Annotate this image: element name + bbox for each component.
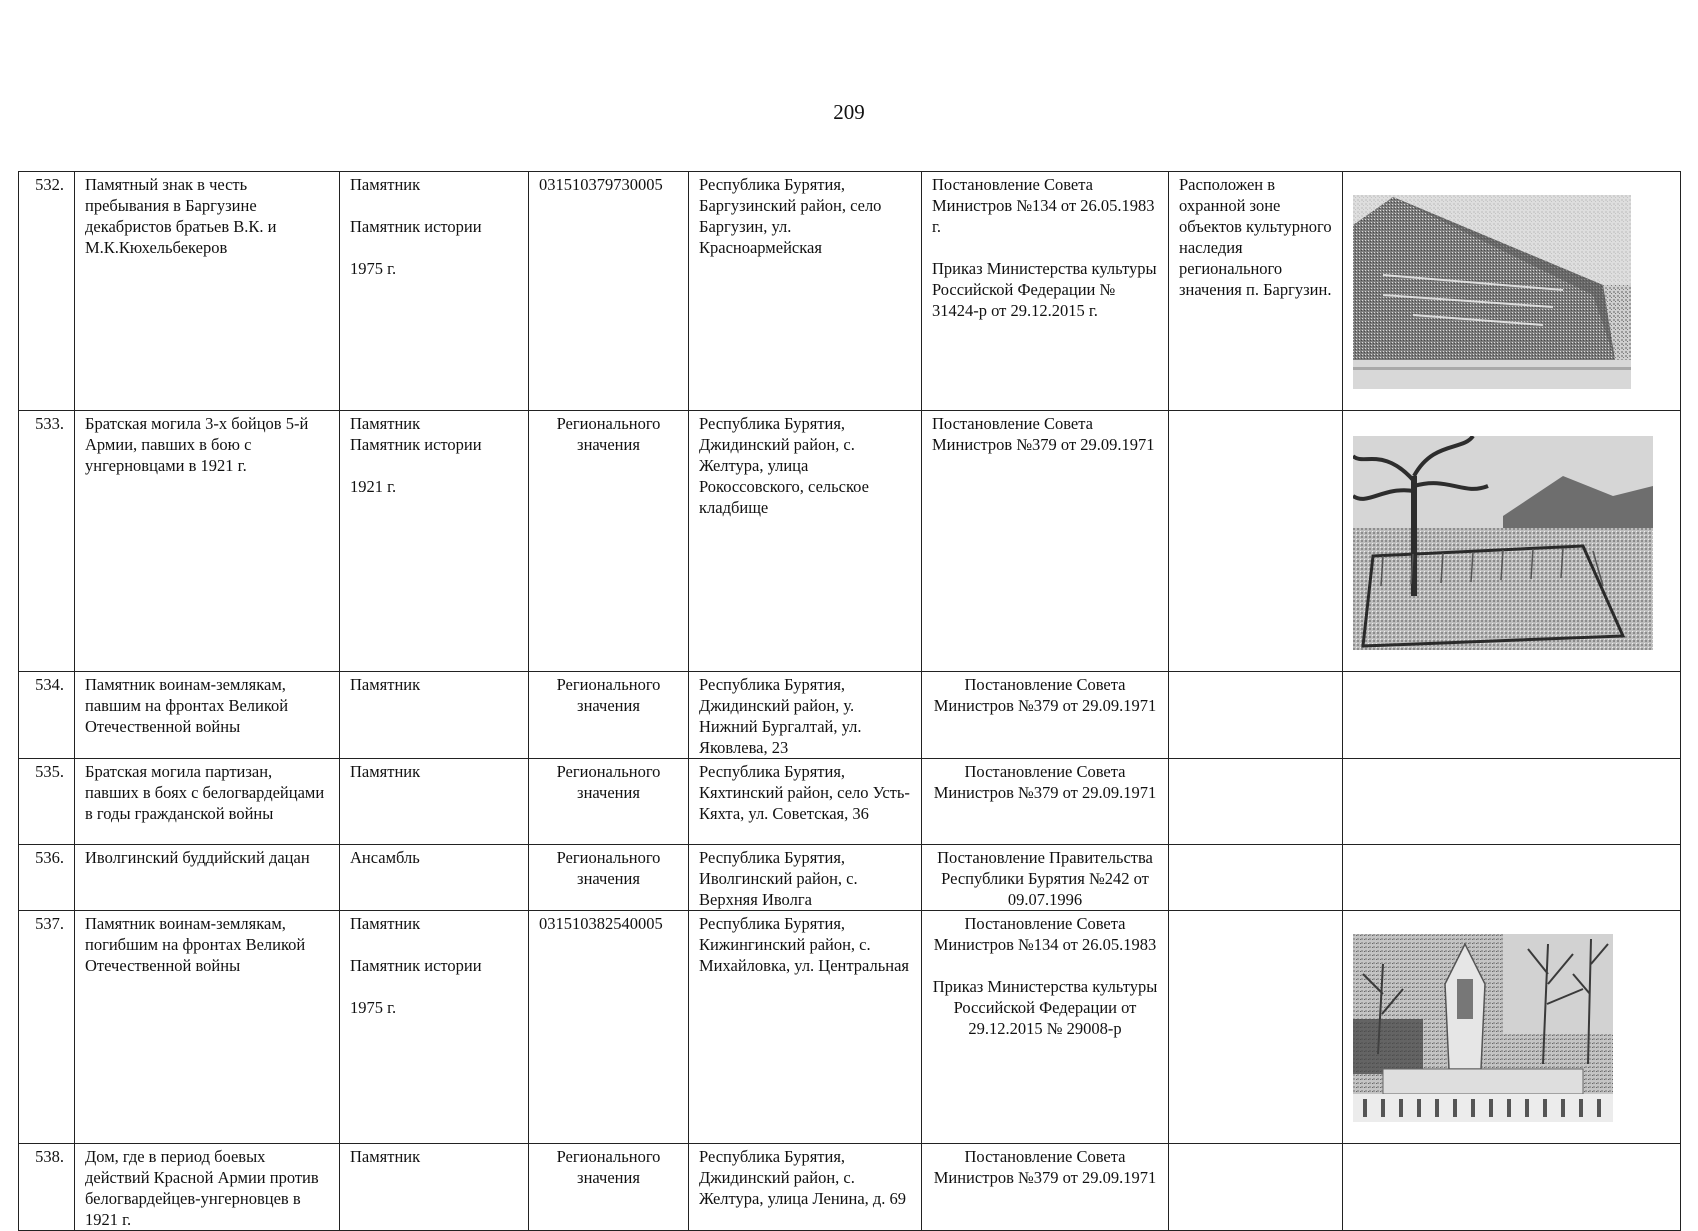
object-type: Памятник Памятник истории 1921 г. — [340, 411, 529, 672]
object-name: Братская могила 3-х бойцов 5-й Армии, павших в бою с унгерновцами в 1921 г. — [75, 411, 340, 672]
photo-cell — [1343, 759, 1681, 845]
row-number: 538. — [19, 1144, 75, 1231]
photo-cell — [1343, 672, 1681, 759]
object-name: Дом, где в период боевых действий Красной Армии против белогвардейцев-унгерновцев в 1921 г. — [75, 1144, 340, 1231]
object-note — [1169, 672, 1343, 759]
object-note — [1169, 411, 1343, 672]
legal-document: Постановление Совета Министров №379 от 29.09.1971 — [922, 672, 1169, 759]
object-type: Памятник — [340, 1144, 529, 1231]
legal-document: Постановление Совета Министров №134 от 26.05.1983 Приказ Министерства культуры Российской Федерации от 29.12.2015 № 29008-р — [922, 911, 1169, 1144]
object-type: Памятник Памятник истории 1975 г. — [340, 172, 529, 411]
object-type: Памятник — [340, 759, 529, 845]
table-row — [19, 1144, 1681, 1231]
object-address: Республика Бурятия, Джидинский район, с. Желтура, улица Рокоссовского, сельское кладбище — [689, 411, 922, 672]
object-note — [1169, 1144, 1343, 1231]
row-number: 537. — [19, 911, 75, 1144]
object-name: Памятник воинам-землякам, погибшим на фронтах Великой Отечественной войны — [75, 911, 340, 1144]
object-address: Республика Бурятия, Баргузинский район, село Баргузин, ул. Красноармейская — [689, 172, 922, 411]
object-note — [1169, 759, 1343, 845]
object-category: 031510379730005 — [529, 172, 689, 411]
legal-document: Постановление Совета Министров №379 от 29.09.1971 — [922, 759, 1169, 845]
object-category: Регионального значения — [529, 672, 689, 759]
legal-document: Постановление Правительства Республики Бурятия №242 от 09.07.1996 — [922, 845, 1169, 911]
object-name: Памятник воинам-землякам, павшим на фронтах Великой Отечественной войны — [75, 672, 340, 759]
heritage-registry-table — [18, 171, 1681, 1231]
photo-cell — [1343, 911, 1681, 1144]
object-category: Регионального значения — [529, 411, 689, 672]
object-category: Регионального значения — [529, 759, 689, 845]
object-category: Регионального значения — [529, 1144, 689, 1231]
winter-monument-photo — [1353, 934, 1613, 1122]
object-address: Республика Бурятия, Кяхтинский район, село Усть-Кяхта, ул. Советская, 36 — [689, 759, 922, 845]
object-name: Памятный знак в честь пребывания в Баргузине декабристов братьев В.К. и М.К.Кюхельбекеров — [75, 172, 340, 411]
legal-document: Постановление Совета Министров №379 от 29.09.1971 — [922, 411, 1169, 672]
object-name: Братская могила партизан, павших в боях с белогвардейцами в годы гражданской войны — [75, 759, 340, 845]
row-number: 535. — [19, 759, 75, 845]
table-row — [19, 672, 1681, 759]
table-row — [19, 759, 1681, 845]
object-name: Иволгинский буддийский дацан — [75, 845, 340, 911]
object-note: Расположен в охранной зоне объектов культурного наследия регионального значения п. Баргузин. — [1169, 172, 1343, 411]
legal-document: Постановление Совета Министров №134 от 26.05.1983 г. Приказ Министерства культуры Российской Федерации № 31424-р от 29.12.2015 г. — [922, 172, 1169, 411]
row-number: 533. — [19, 411, 75, 672]
row-number: 532. — [19, 172, 75, 411]
photo-cell — [1343, 845, 1681, 911]
object-category: Регионального значения — [529, 845, 689, 911]
photo-cell — [1343, 411, 1681, 672]
page-number: 209 — [833, 100, 865, 124]
fenced-grave-photo — [1353, 436, 1653, 650]
table-row — [19, 845, 1681, 911]
object-note — [1169, 845, 1343, 911]
object-type: Памятник — [340, 672, 529, 759]
photo-cell — [1343, 1144, 1681, 1231]
object-address: Республика Бурятия, Джидинский район, у. Нижний Бургалтай, ул. Яковлева, 23 — [689, 672, 922, 759]
object-address: Республика Бурятия, Иволгинский район, с. Верхняя Иволга — [689, 845, 922, 911]
object-category: 031510382540005 — [529, 911, 689, 1144]
object-address: Республика Бурятия, Джидинский район, с. Желтура, улица Ленина, д. 69 — [689, 1144, 922, 1231]
table-row — [19, 411, 1681, 672]
table-row — [19, 172, 1681, 411]
object-address: Республика Бурятия, Кижингинский район, с. Михайловка, ул. Центральная — [689, 911, 922, 1144]
object-type: Памятник Памятник истории 1975 г. — [340, 911, 529, 1144]
row-number: 534. — [19, 672, 75, 759]
table-row — [19, 911, 1681, 1144]
object-type: Ансамбль — [340, 845, 529, 911]
stone-memorial-photo — [1353, 195, 1631, 389]
row-number: 536. — [19, 845, 75, 911]
photo-cell — [1343, 172, 1681, 411]
legal-document: Постановление Совета Министров №379 от 29.09.1971 — [922, 1144, 1169, 1231]
object-note — [1169, 911, 1343, 1144]
